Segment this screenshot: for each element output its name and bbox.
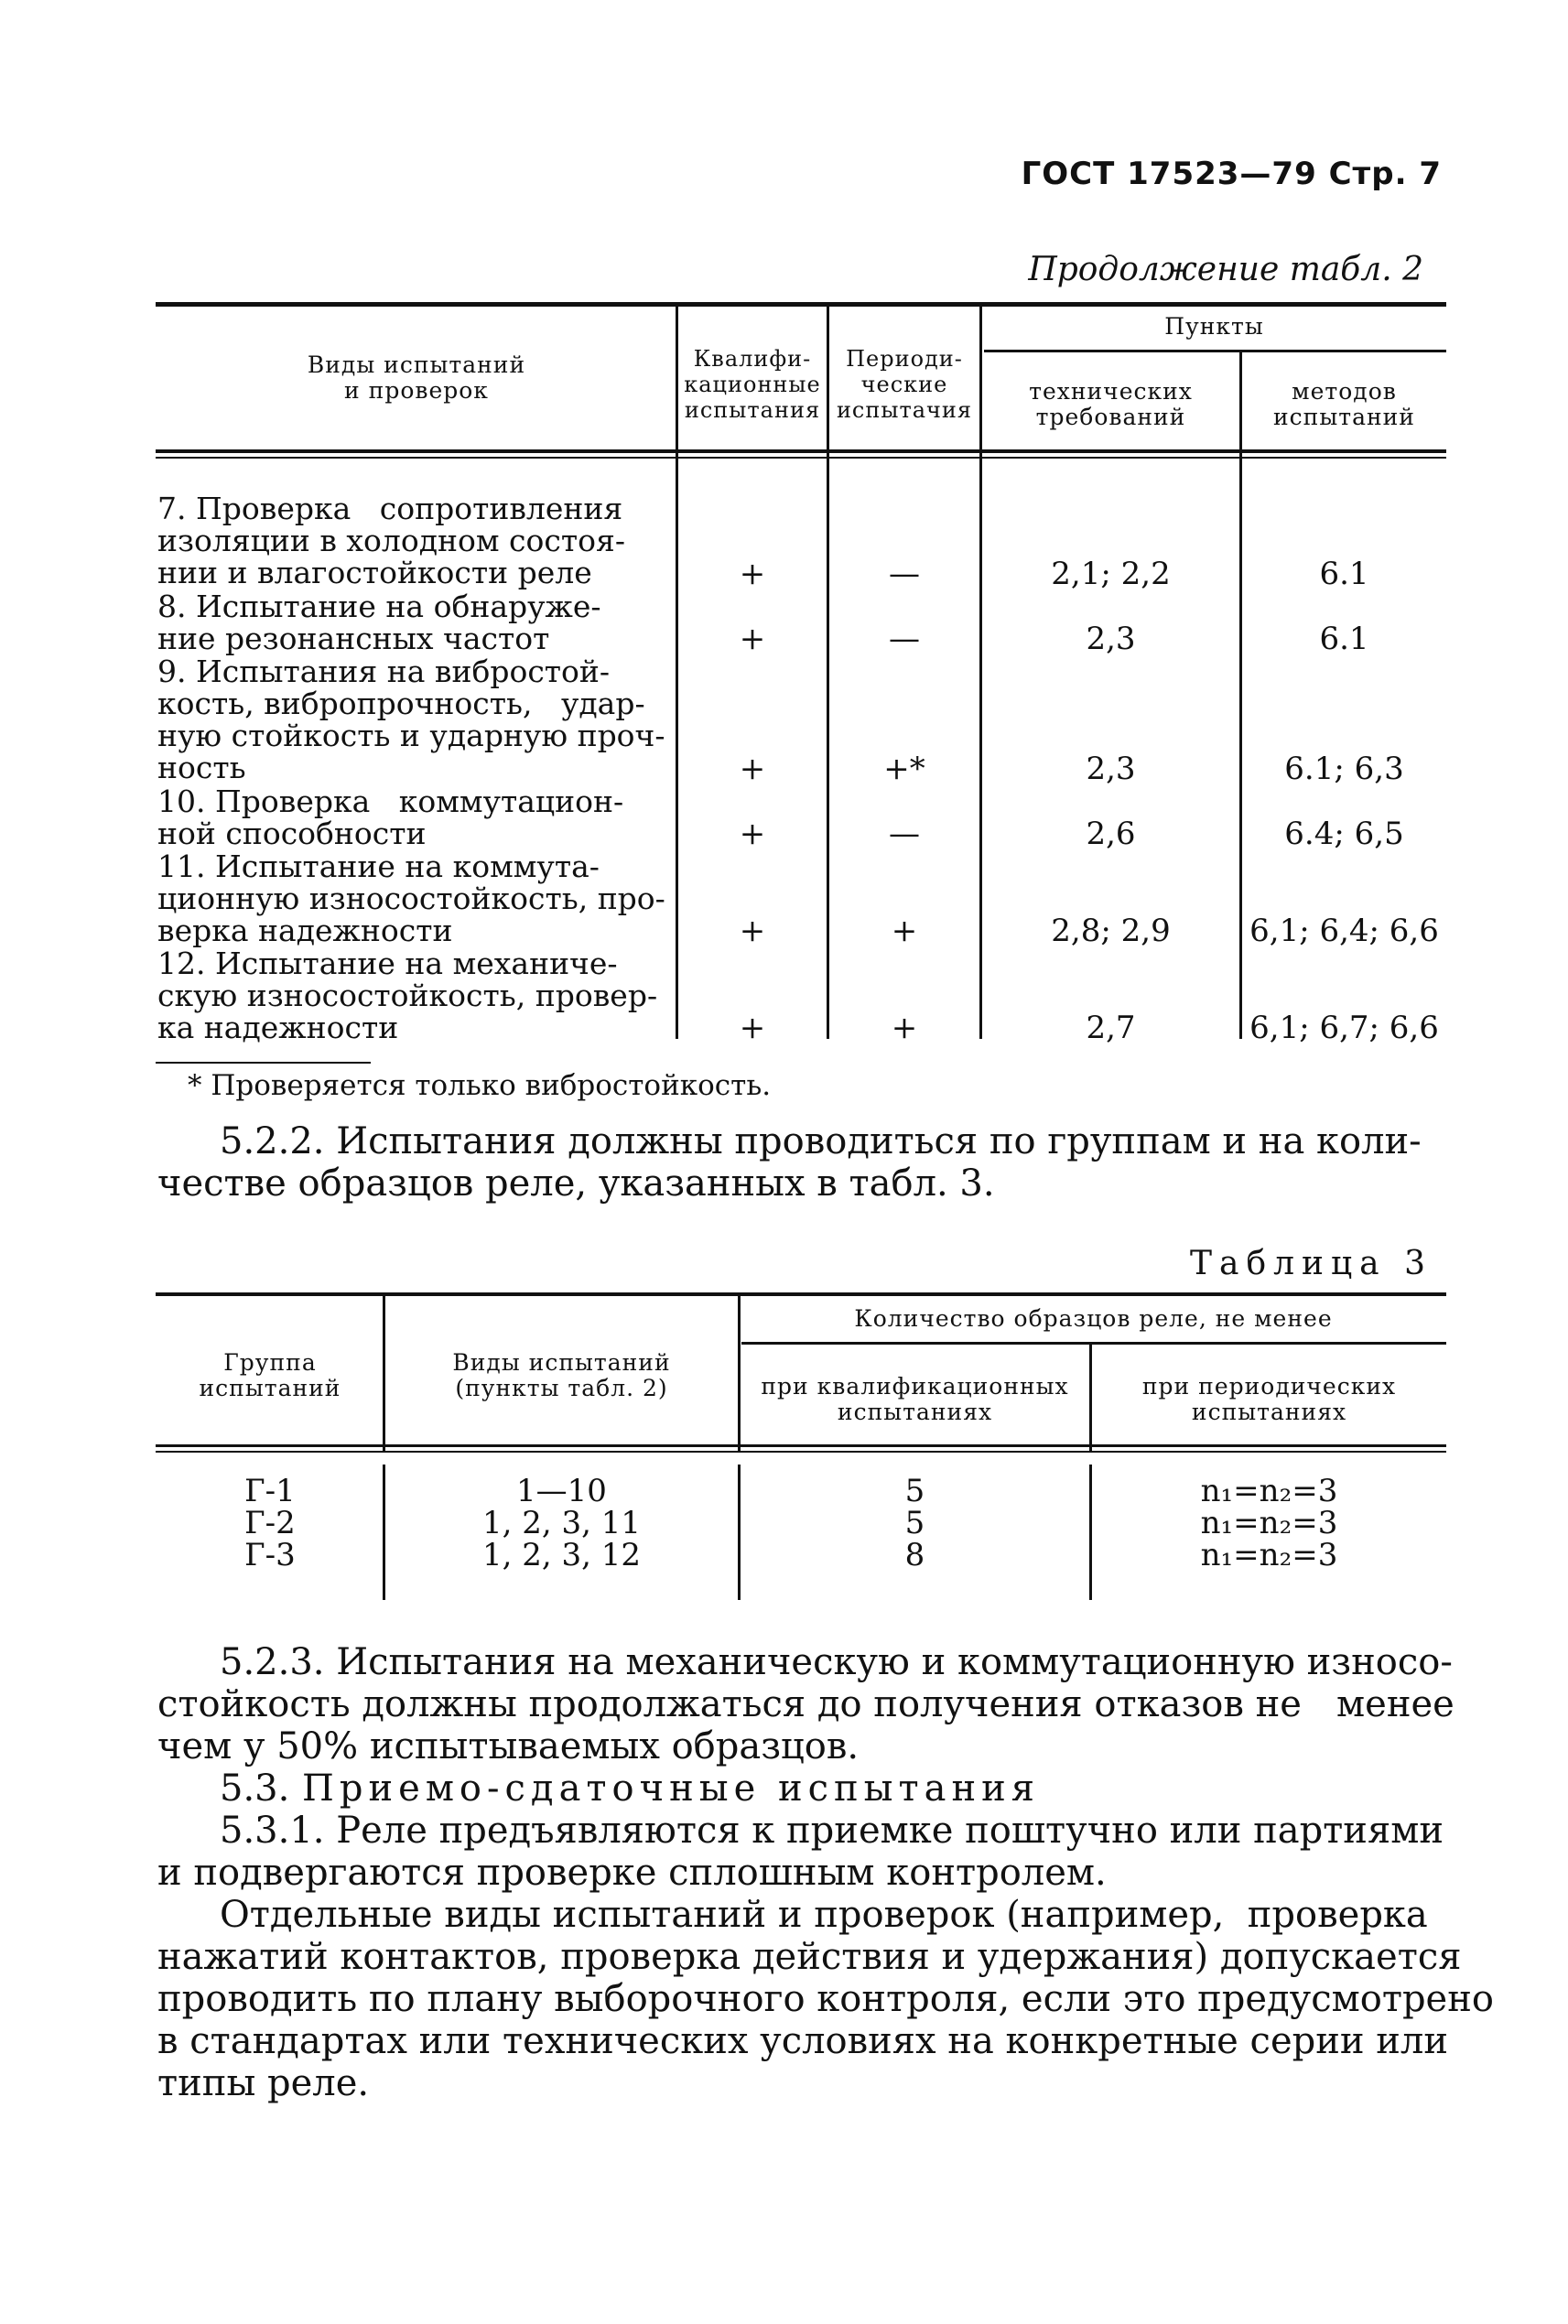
- table2-row-8-period: —: [889, 621, 920, 657]
- table3-groups: Г-1 Г-2 Г-3: [244, 1473, 296, 1573]
- table2-row-9-label: 9. Испытания на вибростой- кость, вибропрочность, удар- ную стойкость и ударную проч- ность: [157, 654, 665, 785]
- paragraph-5-2-2: 5.2.2. Испытания должны проводиться по группам и на коли- честве образцов реле, указанных в табл. 3.: [157, 1120, 1422, 1205]
- table2-row-11-methods: 6,1; 6,4; 6,6: [1249, 913, 1439, 949]
- table2-row-11-period: +: [891, 913, 918, 949]
- table2-header-kinds: Виды испытаний и проверок: [307, 351, 526, 404]
- table2-row-9-methods: 6.1; 6,3: [1284, 751, 1404, 787]
- table3-header-qual: при квалификационных испытаниях: [761, 1373, 1069, 1425]
- table2-row-8-qual: +: [739, 621, 766, 657]
- table2-header-rule-2: [156, 457, 1446, 459]
- table2-row-7-methods: 6.1: [1319, 556, 1369, 592]
- table3-header-rule: [156, 1444, 1446, 1447]
- table2-row-12-period: +: [891, 1010, 918, 1046]
- paragraph-sampling: Отдельные виды испытаний и проверок (например, проверка нажатий контактов, проверка действия и удержания) допускается проводить по плану выборочного контроля, если это предусмотрено в стандартах или технических условиях на конкретные серии или типы реле.: [157, 1894, 1494, 2104]
- table2-row-11-qual: +: [739, 913, 766, 949]
- table2-row-8-tech: 2,3: [1086, 621, 1136, 657]
- table2-row-9-tech: 2,3: [1086, 751, 1136, 787]
- table2-row-12-tech: 2,7: [1086, 1010, 1136, 1046]
- table2-footnote: * Проверяется только вибростойкость.: [188, 1069, 772, 1102]
- table2-row-7-qual: +: [739, 556, 766, 592]
- table2-row-9-qual: +: [739, 751, 766, 787]
- table2-row-11-tech: 2,8; 2,9: [1051, 913, 1171, 949]
- table2-header-tech: технических требований: [1029, 378, 1193, 430]
- table2-row-10-methods: 6.4; 6,5: [1284, 816, 1404, 852]
- table2-row-8-methods: 6.1: [1319, 621, 1369, 657]
- table2-row-10-tech: 2,6: [1086, 816, 1136, 852]
- table2-header-methods: методов испытаний: [1273, 378, 1415, 430]
- table2-header-qual: Квалифи- кационные испытания: [684, 346, 821, 423]
- table2-row-8-label: 8. Испытание на обнаруже- ние резонансных частот: [157, 589, 601, 656]
- table2-row-7-period: —: [889, 556, 920, 592]
- table3-header-kinds: Виды испытаний (пункты табл. 2): [452, 1349, 671, 1401]
- table3-top-rule: [156, 1292, 1446, 1296]
- table3-header-count: Количество образцов реле, не менее: [854, 1305, 1333, 1332]
- table3-kinds: 1—10 1, 2, 3, 11 1, 2, 3, 12: [481, 1473, 641, 1573]
- table2-row-12-methods: 6,1; 6,7; 6,6: [1249, 1010, 1439, 1046]
- table3-caption: Таблица 3: [1190, 1245, 1433, 1282]
- paragraph-5-3-number: 5.3.: [220, 1767, 290, 1810]
- table2-top-rule: [156, 302, 1446, 307]
- table2-header-rule: [156, 449, 1446, 453]
- paragraph-5-3-1: 5.3.1. Реле предъявляются к приемке поштучно или партиями и подвергаются проверке сплошным контролем.: [157, 1810, 1444, 1894]
- page-header: ГОСТ 17523—79 Стр. 7: [1021, 156, 1442, 192]
- table2-row-12-qual: +: [739, 1010, 766, 1046]
- table2-continuation: Продолжение табл. 2: [1028, 251, 1423, 288]
- table3-period-counts: n₁=n₂=3 n₁=n₂=3 n₁=n₂=3: [1200, 1473, 1338, 1573]
- table2-row-7-tech: 2,1; 2,2: [1051, 556, 1171, 592]
- table2-subheader-rule: [984, 350, 1446, 352]
- table2-row-12-label: 12. Испытание на механиче- скую износостойкость, провер- ка надежности: [157, 946, 658, 1045]
- table3-header-group: Группа испытаний: [199, 1349, 341, 1401]
- paragraph-5-3-title: Приемо-сдаточные испытания: [302, 1767, 1041, 1810]
- table2-row-10-qual: +: [739, 816, 766, 852]
- table2-row-9-period: +*: [883, 751, 925, 787]
- table3-subheader-rule: [741, 1342, 1446, 1345]
- footnote-rule: [156, 1062, 371, 1064]
- table2-header-items: Пункты: [1164, 313, 1264, 340]
- table2-header-period: Периоди- ческие испытачия: [836, 346, 973, 423]
- table2-row-7-label: 7. Проверка сопротивления изоляции в холодном состоя- нии и влагостойкости реле: [157, 491, 625, 590]
- table2-row-10-period: —: [889, 816, 920, 852]
- table2-row-11-label: 11. Испытание на коммута- ционную износостойкость, про- верка надежности: [157, 849, 665, 948]
- table3-header-rule-2: [156, 1451, 1446, 1453]
- table3-header-period: при периодических испытаниях: [1141, 1373, 1397, 1425]
- table2-row-10-label: 10. Проверка коммутацион- ной способности: [157, 784, 624, 851]
- paragraph-5-2-3: 5.2.3. Испытания на механическую и коммутационную износо- стойкость должны продолжаться до получения отказов не менее чем у 50% испытываемых образцов.: [157, 1641, 1454, 1767]
- table3-qual-counts: 5 5 8: [904, 1473, 925, 1573]
